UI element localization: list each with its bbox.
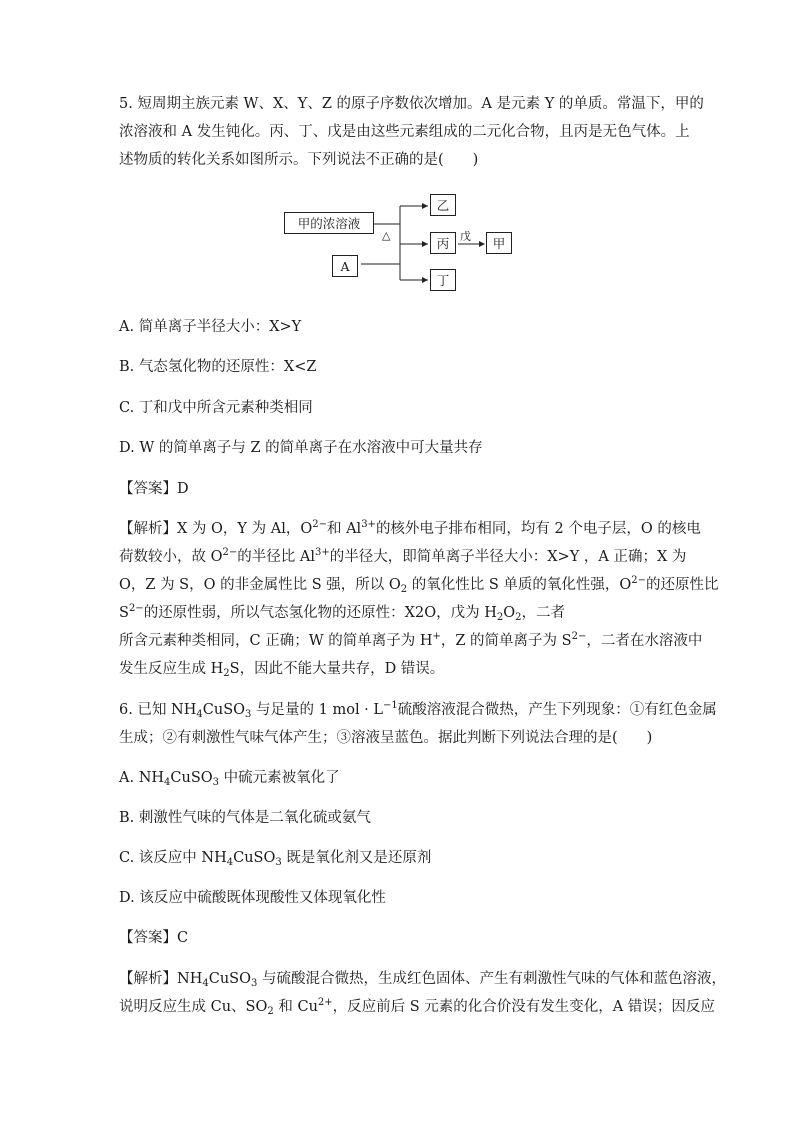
q5-analysis-line5: 所含元素种类相同，C 正确；W 的简单离子为 H+，Z 的简单离子为 $S^{2-}$，二者在水溶液中 <box>119 631 703 649</box>
q6-stem-line2: 生成；②有刺激性气味气体产生；③溶液呈蓝色。据此判断下列说法合理的是( ) <box>119 730 653 746</box>
q6-option-d: D. 该反应中硫酸既体现酸性又体现氧化性 <box>119 890 386 906</box>
q6-option-c: C. 该反应中 $NH_4CuSO_3$ 既是氧化剂又是还原剂 <box>119 850 432 868</box>
q6-analysis-line1: 【解析】$NH_4CuSO_3$ 与硫酸混合微热，生成红色固体、产生有刺激性气味的气体和蓝色溶液， <box>119 971 726 989</box>
box-a: A <box>332 255 358 277</box>
q6-option-a: A. $NH_4CuSO_3$ 中硫元素被氧化了 <box>119 770 340 788</box>
q6-option-b: B. 刺激性气味的气体是二氧化硫或氨气 <box>119 810 371 826</box>
diagram-connectors <box>280 188 520 298</box>
q5-option-d: D. W 的简单离子与 Z 的简单离子在水溶液中可大量共存 <box>119 440 483 456</box>
q5-analysis-line4: $S^{2-}$的还原性弱，所以气态氢化物的还原性：X2O，戊为 $H_2O_2$，二者 <box>119 603 566 623</box>
q5-stem-line3: 述物质的转化关系如图所示。下列说法不正确的是( ) <box>119 152 479 168</box>
box-bing: 丙 <box>430 232 456 254</box>
q5-answer: 【答案】D <box>119 481 189 497</box>
q6-stem-line1: 6. 已知 $NH_4CuSO_3$ 与足量的 1 mol · $L^{-1}$硫酸溶液混合微热，产生下列现象：①有红色金属 <box>119 700 717 720</box>
q5-stem-line2: 浓溶液和 A 发生钝化。丙、丁、戊是由这些元素组成的二元化合物，且丙是无色气体。上 <box>119 124 690 140</box>
q5-analysis-line6: 发生反应生成 $H_2S$，因此不能大量共存，D 错误。 <box>119 661 445 679</box>
box-yi: 乙 <box>430 194 456 216</box>
reaction-diagram <box>280 188 520 298</box>
q5-option-b: B. 气态氢化物的还原性：X<Z <box>119 359 317 375</box>
box-ding: 丁 <box>430 269 456 291</box>
q5-stem-line1: 5. 短周期主族元素 W、X、Y、Z 的原子序数依次增加。A 是元素 Y 的单质。常温下，甲的 <box>119 96 704 112</box>
q5-option-a: A. 简单离子半径大小：X>Y <box>119 319 302 335</box>
heat-symbol: △ <box>382 229 391 242</box>
q5-option-c: C. 丁和戊中所含元素种类相同 <box>119 400 313 416</box>
q5-analysis-line3: O，Z 为 S，O 的非金属性比 S 强，所以 $O_2$ 的氧化性比 S 单质的氧化性强，$O^{2-}$的还原性比 <box>119 575 719 595</box>
box-jia: 甲 <box>486 232 512 254</box>
q5-analysis-label: 【解析】 <box>119 521 177 537</box>
q6-analysis-label: 【解析】 <box>119 971 177 987</box>
q6-analysis-line2: 说明反应生成 Cu、$SO_2$ 和 $Cu^{2+}$，反应前后 S 元素的化合价没有发生变化，A 错误；因反应 <box>119 997 715 1017</box>
wu-label: 戊 <box>460 230 471 243</box>
q5-analysis-line1: 【解析】X 为 O，Y 为 Al，$O^{2-}$和 $Al^{3+}$的核外电子排布相同，均有 2 个电子层，O 的核电 <box>119 519 701 537</box>
q5-analysis-line2: 荷数较小，故 $O^{2-}$的半径比 $Al^{3+}$的半径大，即简单离子半径大小：X>Y ，A 正确；X 为 <box>119 547 687 565</box>
q6-answer: 【答案】C <box>119 930 189 946</box>
box-jia-concentrated: 甲的浓溶液 <box>284 212 374 234</box>
